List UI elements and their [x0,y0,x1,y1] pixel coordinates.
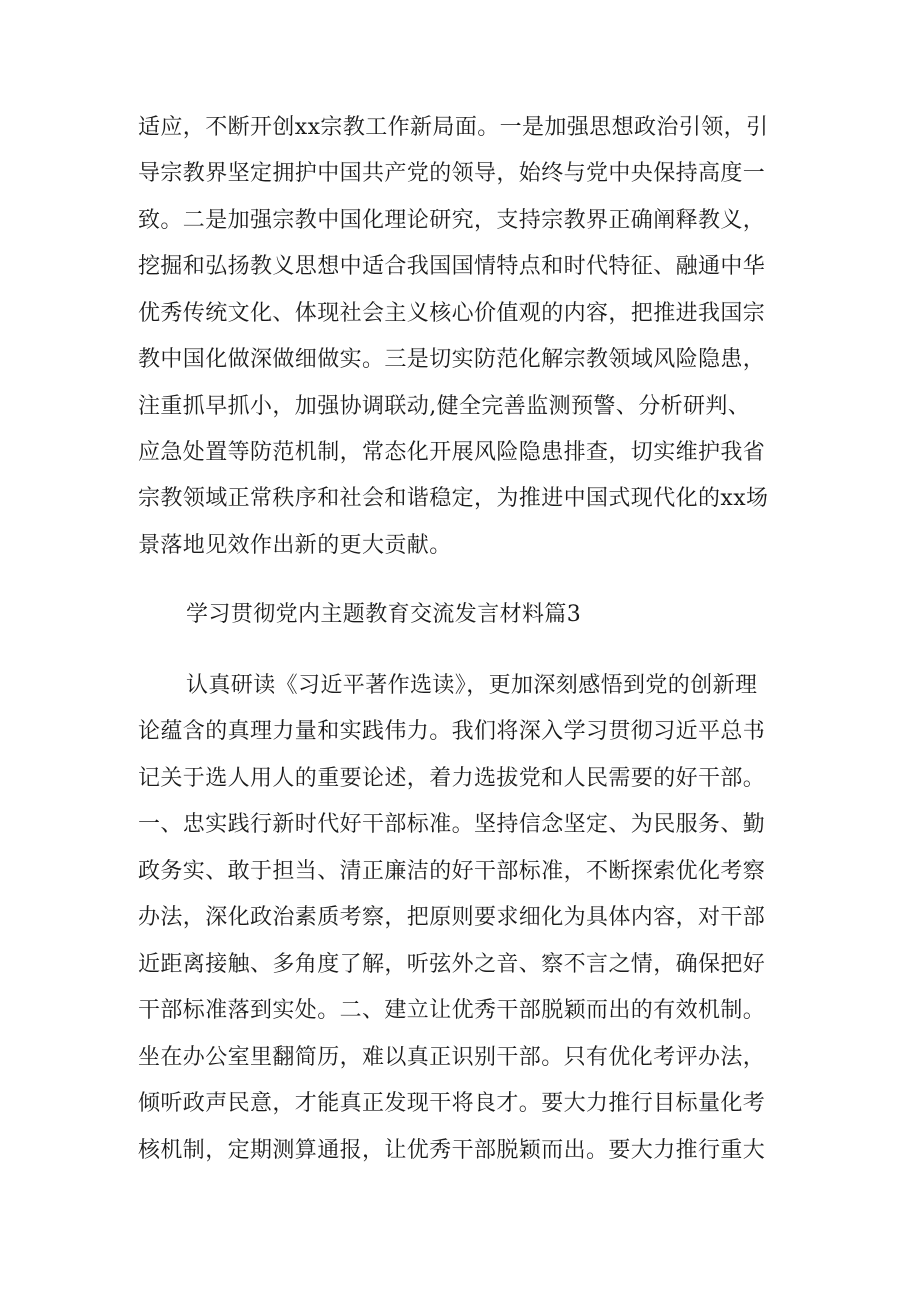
paragraph1-line: 致。二是加强宗教中国化理论研究，支持宗教界正确阐释教义， [138,208,766,233]
paragraph1-line: 景落地见效作出新的更大贡献。 [138,533,452,558]
paragraph2-line: 论蕴含的真理力量和实践伟力。我们将深入学习贯彻习近平总书 [138,719,766,744]
paragraph1-line: 应急处置等防范机制，常态化开展风险隐患排查，切实维护我省 [138,440,766,465]
paragraph2-line: 核机制，定期测算通报，让优秀干部脱颖而出。要大力推行重大 [138,1138,766,1163]
paragraph1-line: 导宗教界坚定拥护中国共产党的领导，始终与党中央保持高度一 [138,161,766,186]
paragraph2-line: 一、忠实践行新时代好干部标准。坚持信念坚定、为民服务、勤 [138,812,766,837]
paragraph2-line: 政务实、敢于担当、清正廉洁的好干部标准，不断探索优化考察 [138,859,766,884]
paragraph1-line: 教中国化做深做细做实。三是切实防范化解宗教领域风险隐患， [138,347,766,372]
section-heading: 学习贯彻党内主题教育交流发言材料篇3 [186,602,582,627]
paragraph2-line: 记关于选人用人的重要论述，着力选拔党和人民需要的好干部。 [138,766,766,791]
paragraph1-line: 挖掘和弘扬教义思想中适合我国国情特点和时代特征、融通中华 [138,254,766,279]
paragraph2-line: 干部标准落到实处。二、建立让优秀干部脱颖而出的有效机制。 [138,998,766,1023]
paragraph1-line: 优秀传统文化、体现社会主义核心价值观的内容，把推进我国宗 [138,301,766,326]
paragraph2-line: 坐在办公室里翻简历，难以真正识别干部。只有优化考评办法， [138,1045,766,1070]
paragraph1-line: 注重抓早抓小，加强协调联动,健全完善监测预警、分析研判、 [138,394,751,419]
paragraph2-line: 倾听政声民意，才能真正发现干将良才。要大力推行目标量化考 [138,1091,766,1116]
paragraph1-line: 宗教领域正常秩序和社会和谐稳定，为推进中国式现代化的xx场 [138,486,769,511]
paragraph2-line: 认真研读《习近平著作选读》，更加深刻感悟到党的创新理 [186,673,758,698]
paragraph2-line: 近距离接触、多角度了解，听弦外之音、察不言之情，确保把好 [138,952,766,977]
paragraph1-line: 适应，不断开创xx宗教工作新局面。一是加强思想政治引领，引 [138,115,769,140]
paragraph2-line: 办法，深化政治素质考察，把原则要求细化为具体内容，对干部 [138,905,766,930]
